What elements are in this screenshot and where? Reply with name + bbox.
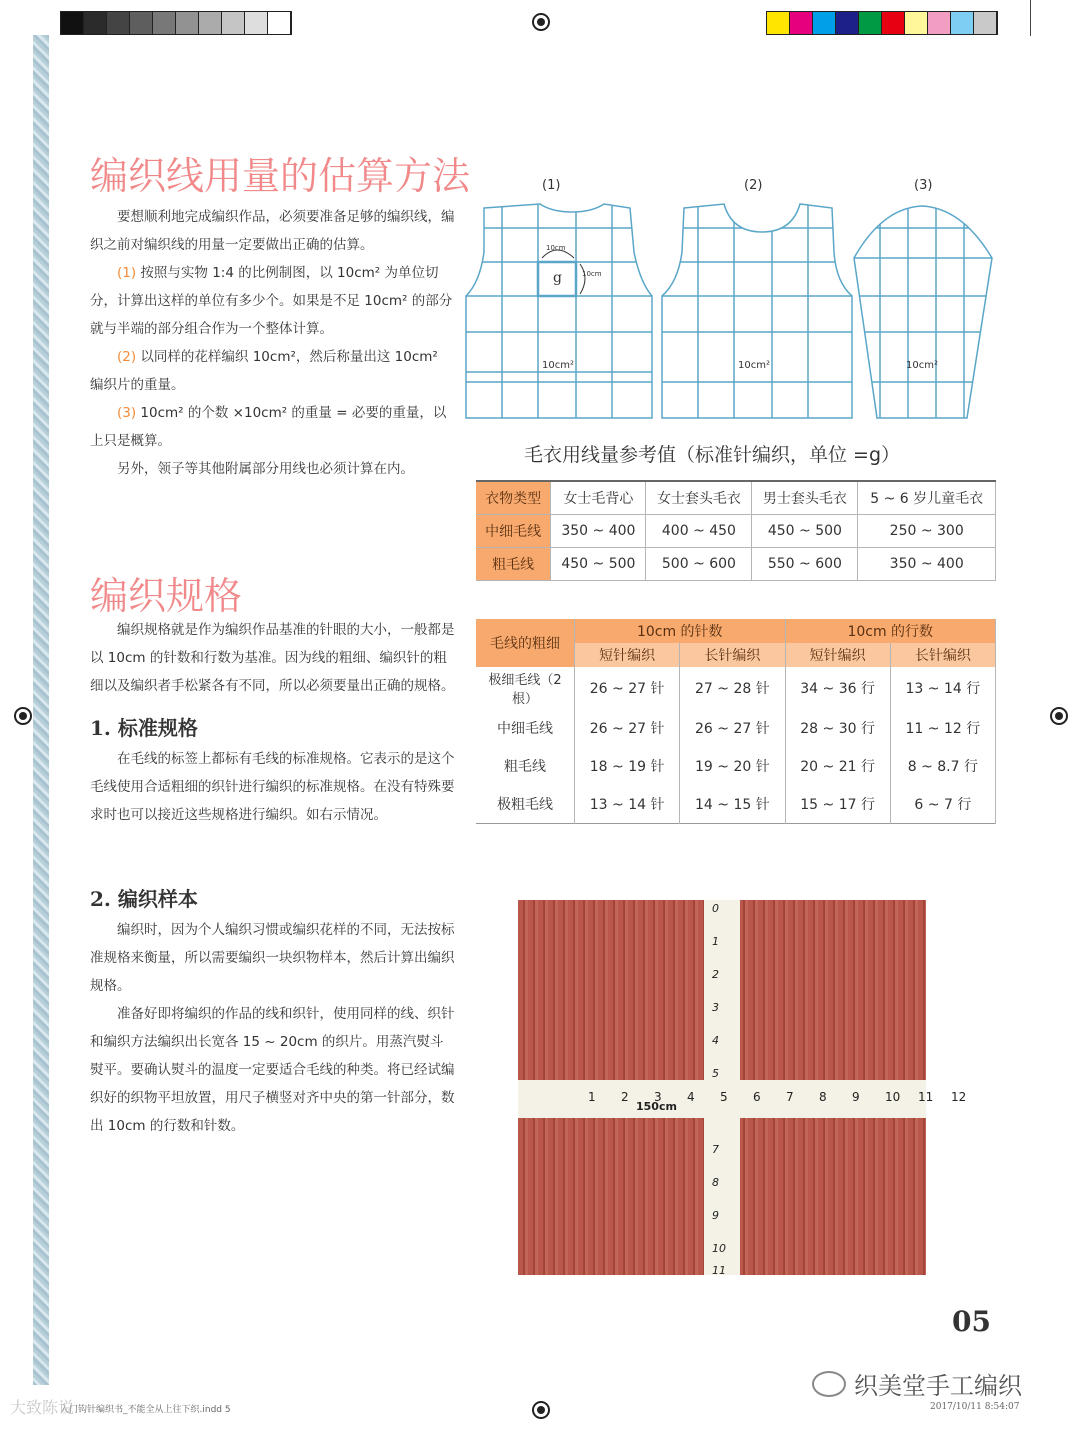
ruler-tick-label: 1 xyxy=(588,1090,596,1104)
ruler-tick-label: 5 xyxy=(712,1067,719,1080)
table-cell: 20 ~ 21 行 xyxy=(785,747,890,785)
paragraph: 准备好即将编织的作品的线和织针，使用同样的线、织针和编织方法编织出长宽各 15 ~ 20cm 的织片。用蒸汽熨斗熨平。要确认熨斗的温度一定要适合毛线的种类。将已经试编织好的织物平坦放置，用尺子横竖对齐中央的第一针部分，数出 10cm 的行数和针数。 xyxy=(90,1006,455,1134)
color-swatch xyxy=(859,12,882,34)
knitted-swatch-photo xyxy=(518,900,967,1277)
color-strip xyxy=(766,11,998,35)
table-cell: 6 ~ 7 行 xyxy=(890,785,995,823)
table-header-cell: 短针编织 xyxy=(785,643,890,667)
table-header-cell: 男士套头毛衣 xyxy=(752,482,858,515)
table-header-cell: 长针编织 xyxy=(890,643,995,667)
footer-file-info: 入门钩针编织书_不能全从上往下织.indd 5 xyxy=(60,1405,231,1415)
table-row xyxy=(476,785,996,823)
color-swatch xyxy=(882,12,905,34)
diagram-label-2: (2) xyxy=(744,178,763,193)
yarn-usage-table xyxy=(476,482,996,581)
table-cell: 400 ~ 450 xyxy=(646,515,752,548)
table-row xyxy=(476,747,996,785)
trim-line-right xyxy=(1030,0,1031,36)
table-cell: 粗毛线 xyxy=(476,747,575,785)
area-label-1: 10cm² xyxy=(542,360,574,371)
color-swatch xyxy=(176,12,199,34)
ruler-tick-label: 12 xyxy=(951,1090,967,1104)
ruler-tick-label: 9 xyxy=(712,1209,719,1222)
table-cell: 19 ~ 20 针 xyxy=(680,747,785,785)
ruler-tick-label: 11 xyxy=(918,1090,934,1104)
table-cell: 14 ~ 15 针 xyxy=(680,785,785,823)
section1-body xyxy=(90,203,455,483)
ruler-brand-label: 150cm xyxy=(636,1100,677,1113)
table-header-cell: 衣物类型 xyxy=(476,482,551,515)
table-cell: 450 ~ 500 xyxy=(551,548,646,581)
ruler-tick-label: 7 xyxy=(786,1090,794,1104)
paragraph: (2) 以同样的花样编织 10cm²，然后称量出这 10cm² 编织片的重量。 xyxy=(90,349,438,393)
registration-mark-top xyxy=(532,13,550,31)
table-cell: 350 ~ 400 xyxy=(858,548,996,581)
gauge-table xyxy=(476,619,996,824)
color-swatch xyxy=(199,12,222,34)
wechat-icon xyxy=(812,1371,846,1397)
table-header-cell: 10cm 的针数 xyxy=(575,619,786,643)
table-cell: 27 ~ 28 针 xyxy=(680,667,785,709)
horizontal-ruler xyxy=(518,1080,967,1118)
dim-label-height: 10cm xyxy=(582,270,602,278)
color-swatch xyxy=(928,12,951,34)
table-cell: 28 ~ 30 行 xyxy=(785,709,890,747)
ruler-tick-label: 3 xyxy=(712,1001,719,1014)
table-header-cell: 女士套头毛衣 xyxy=(646,482,752,515)
table-cell: 450 ~ 500 xyxy=(752,515,858,548)
paragraph: 要想顺利地完成编织作品，必须要准备足够的编织线，编织之前对编织线的用量一定要做出正确的估算。 xyxy=(90,209,455,253)
color-swatch xyxy=(61,12,84,34)
color-swatch xyxy=(905,12,928,34)
heading-standard-gauge: 1. 标准规格 xyxy=(90,716,198,740)
ruler-tick-label: 4 xyxy=(712,1034,719,1047)
registration-mark-bottom xyxy=(532,1401,550,1419)
sweater-pattern-diagrams xyxy=(462,172,1002,427)
color-swatch xyxy=(813,12,836,34)
diagram-label-3: (3) xyxy=(914,178,933,193)
table-row xyxy=(476,667,996,709)
table-cell: 350 ~ 400 xyxy=(551,515,646,548)
paragraph: (3) 10cm² 的个数 ×10cm² 的重量 = 必要的重量，以上只是概算。 xyxy=(90,405,447,449)
corner-watermark: 大致陈说 xyxy=(10,1398,75,1417)
section-title-yarn-estimate: 编织线用量的估算方法 xyxy=(90,154,471,198)
heading-gauge-swatch: 2. 编织样本 xyxy=(90,887,198,911)
color-swatch xyxy=(951,12,974,34)
table-cell: 26 ~ 27 针 xyxy=(575,667,680,709)
ruler-tick-label: 0 xyxy=(712,902,719,915)
color-swatch xyxy=(153,12,176,34)
area-label-2: 10cm² xyxy=(738,360,770,371)
paragraph: 另外，领子等其他附属部分用线也必须计算在内。 xyxy=(117,461,414,477)
table-header-cell: 毛线的粗细 xyxy=(476,619,575,667)
table-row xyxy=(476,515,996,548)
color-swatch xyxy=(836,12,859,34)
table-header-row xyxy=(476,482,996,515)
table-cell: 34 ~ 36 行 xyxy=(785,667,890,709)
ruler-tick-label: 9 xyxy=(852,1090,860,1104)
table-cell: 中细毛线 xyxy=(476,709,575,747)
ruler-tick-label: 3 xyxy=(654,1090,662,1104)
table-header-cell: 长针编织 xyxy=(680,643,785,667)
brand-watermark: 织美堂手工编织 xyxy=(812,1366,1022,1401)
ruler-tick-label: 4 xyxy=(687,1090,695,1104)
table-cell: 中细毛线 xyxy=(476,515,551,548)
paragraph: 编织时，因为个人编织习惯或编织花样的不同，无法按标准规格来衡量，所以需要编织一块织物样本，然后计算出编织规格。 xyxy=(90,922,455,994)
ruler-tick-label: 1 xyxy=(712,935,719,948)
color-swatch xyxy=(790,12,813,34)
color-swatch xyxy=(245,12,268,34)
paragraph: 在毛线的标签上都标有毛线的标准规格。它表示的是这个毛线使用合适粗细的织针进行编织的标准规格。在没有特殊要求时也可以接近这些规格进行编织。如右示情况。 xyxy=(90,751,455,823)
registration-mark-left xyxy=(14,707,32,725)
table-cell: 13 ~ 14 针 xyxy=(575,785,680,823)
table-cell: 18 ~ 19 针 xyxy=(575,747,680,785)
ruler-tick-label: 2 xyxy=(712,968,719,981)
ruler-tick-label: 6 xyxy=(753,1090,761,1104)
ruler-tick-label: 5 xyxy=(720,1090,728,1104)
table-cell: 26 ~ 27 针 xyxy=(575,709,680,747)
table-cell: 500 ~ 600 xyxy=(646,548,752,581)
gray-color-strip xyxy=(60,11,292,35)
table-row xyxy=(476,709,996,747)
color-swatch xyxy=(84,12,107,34)
footer-timestamp: 2017/10/11 8:54:07 xyxy=(930,1402,1020,1412)
section2-body xyxy=(90,616,455,1140)
section-title-gauge: 编织规格 xyxy=(90,574,243,618)
table-header-cell: 5 ~ 6 岁儿童毛衣 xyxy=(858,482,996,515)
ruler-tick-label: 10 xyxy=(885,1090,901,1104)
table-cell: 250 ~ 300 xyxy=(858,515,996,548)
color-swatch xyxy=(974,12,997,34)
dim-label-width: 10cm xyxy=(546,244,566,252)
ruler-tick-label: 2 xyxy=(621,1090,629,1104)
table-cell: 8 ~ 8.7 行 xyxy=(890,747,995,785)
grid-g-label: g xyxy=(553,270,562,286)
ruler-tick-label: 11 xyxy=(712,1264,726,1277)
table-header-cell: 女士毛背心 xyxy=(551,482,646,515)
table-header-cell: 短针编织 xyxy=(575,643,680,667)
table-cell: 15 ~ 17 行 xyxy=(785,785,890,823)
table-cell: 13 ~ 14 行 xyxy=(890,667,995,709)
ruler-tick-label: 8 xyxy=(712,1176,719,1189)
color-swatch xyxy=(767,12,790,34)
paragraph: (1) 按照与实物 1:4 的比例制图，以 10cm² 为单位切分，计算出这样的单位有多少个。如果是不足 10cm² 的部分就与半端的部分组合作为一个整体计算。 xyxy=(90,265,453,337)
table-cell: 26 ~ 27 针 xyxy=(680,709,785,747)
table-cell: 11 ~ 12 行 xyxy=(890,709,995,747)
color-swatch xyxy=(130,12,153,34)
color-swatch xyxy=(107,12,130,34)
decorative-sidebar xyxy=(33,35,49,1385)
table-header-cell: 10cm 的行数 xyxy=(785,619,996,643)
ruler-tick-label: 10 xyxy=(712,1242,726,1255)
area-label-3: 10cm² xyxy=(906,360,938,371)
paragraph: 编织规格就是作为编织作品基准的针眼的大小，一般都是以 10cm 的针数和行数为基准。因为线的粗细、编织针的粗细以及编织者手松紧各有不同，所以必须要量出正确的规格。 xyxy=(90,622,455,694)
table-cell: 550 ~ 600 xyxy=(752,548,858,581)
table-cell: 极细毛线（2 根） xyxy=(476,667,575,709)
ruler-tick-label: 7 xyxy=(712,1143,719,1156)
table-cell: 粗毛线 xyxy=(476,548,551,581)
table-header-row xyxy=(476,619,996,643)
table-row xyxy=(476,548,996,581)
color-swatch xyxy=(222,12,245,34)
registration-mark-right xyxy=(1050,707,1068,725)
page-number: 05 xyxy=(952,1305,991,1338)
color-swatch xyxy=(268,12,291,34)
diagram-label-1: (1) xyxy=(542,178,561,193)
table1-caption: 毛衣用线量参考值（标准针编织，单位 =g） xyxy=(524,444,901,466)
table-cell: 极粗毛线 xyxy=(476,785,575,823)
ruler-tick-label: 8 xyxy=(819,1090,827,1104)
